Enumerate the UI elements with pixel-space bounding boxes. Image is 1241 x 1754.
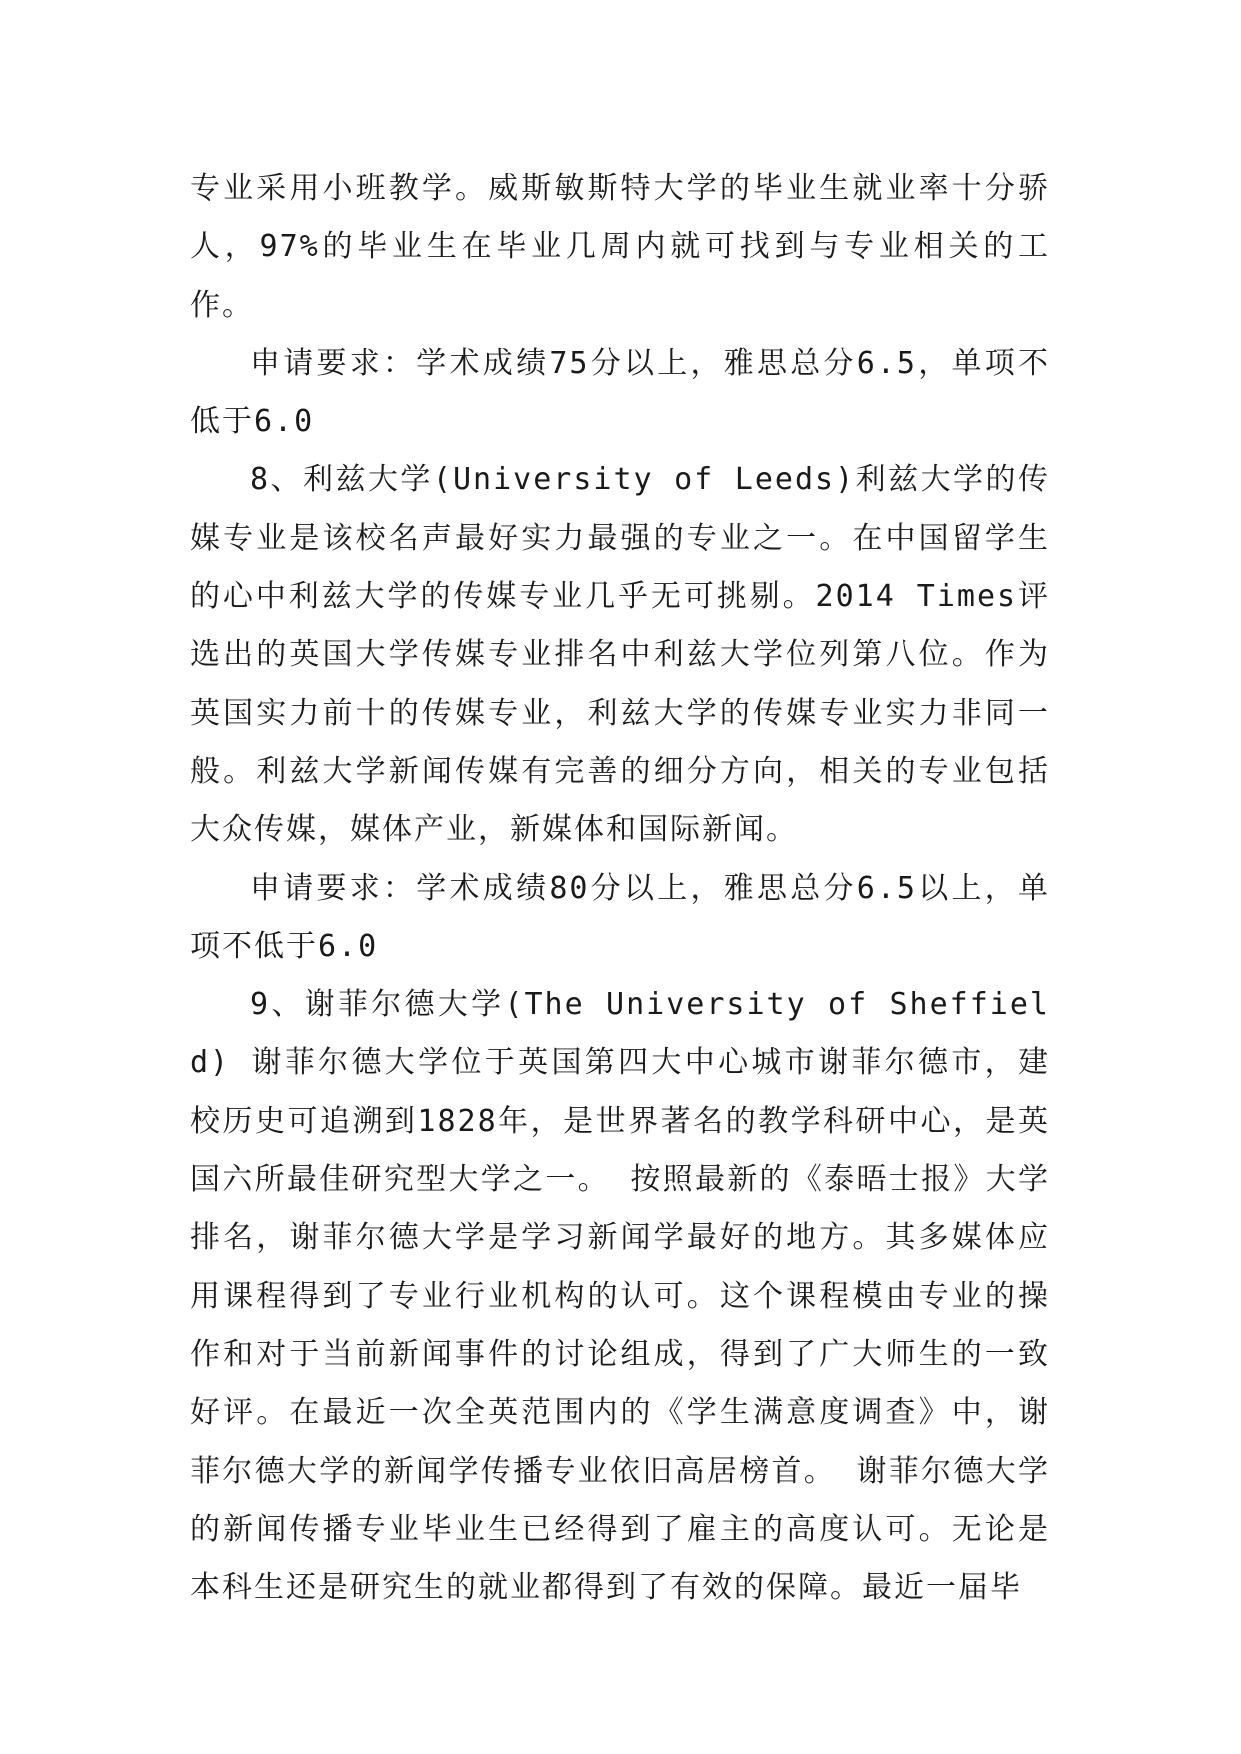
paragraph-leeds-requirements: 申请要求：学术成绩80分以上，雅思总分6.5以上，单项不低于6.0 — [190, 870, 1050, 964]
paragraph-westminster-continued: 专业采用小班教学。威斯敏斯特大学的毕业生就业率十分骄人，97%的毕业生在毕业几周内就可找到与专业相关的工作。 — [190, 171, 1050, 323]
paragraph-westminster-requirements: 申请要求：学术成绩75分以上，雅思总分6.5，单项不低于6.0 — [190, 345, 1050, 440]
document-body — [190, 160, 1050, 1617]
paragraph-leeds: 8、利兹大学(University of Leeds)利兹大学的传媒专业是该校名声最好实力最强的专业之一。在中国留学生的心中利兹大学的传媒专业几乎无可挑剔。2014 Times评选出的英国大学传媒专业排名中利兹大学位列第八位。作为英国实力前十的传媒专业，利兹大学的传媒专业实力非同一般。利兹大学新闻传媒有完善的细分方向，相关的专业包括大众传媒，媒体产业，新媒体和国际新闻。 — [190, 462, 1050, 848]
paragraph-sheffield: 9、谢菲尔德大学(The University of Sheffield) 谢菲尔德大学位于英国第四大中心城市谢菲尔德市，建校历史可追溯到1828年，是世界著名的教学科研中心，是英国六所最佳研究型大学之一。 按照最新的《泰晤士报》大学排名，谢菲尔德大学是学习新闻学最好的地方。其多媒体应用课程得到了专业行业机构的认可。这个课程模由专业的操作和对于当前新闻事件的讨论组成，得到了广大师生的一致好评。在最近一次全英范围内的《学生满意度调查》中，谢菲尔德大学的新闻学传播专业依旧高居榜首。 谢菲尔德大学的新闻传播专业毕业生已经得到了雇主的高度认可。无论是本科生还是研究生的就业都得到了有效的保障。最近一届毕 — [190, 987, 1050, 1606]
